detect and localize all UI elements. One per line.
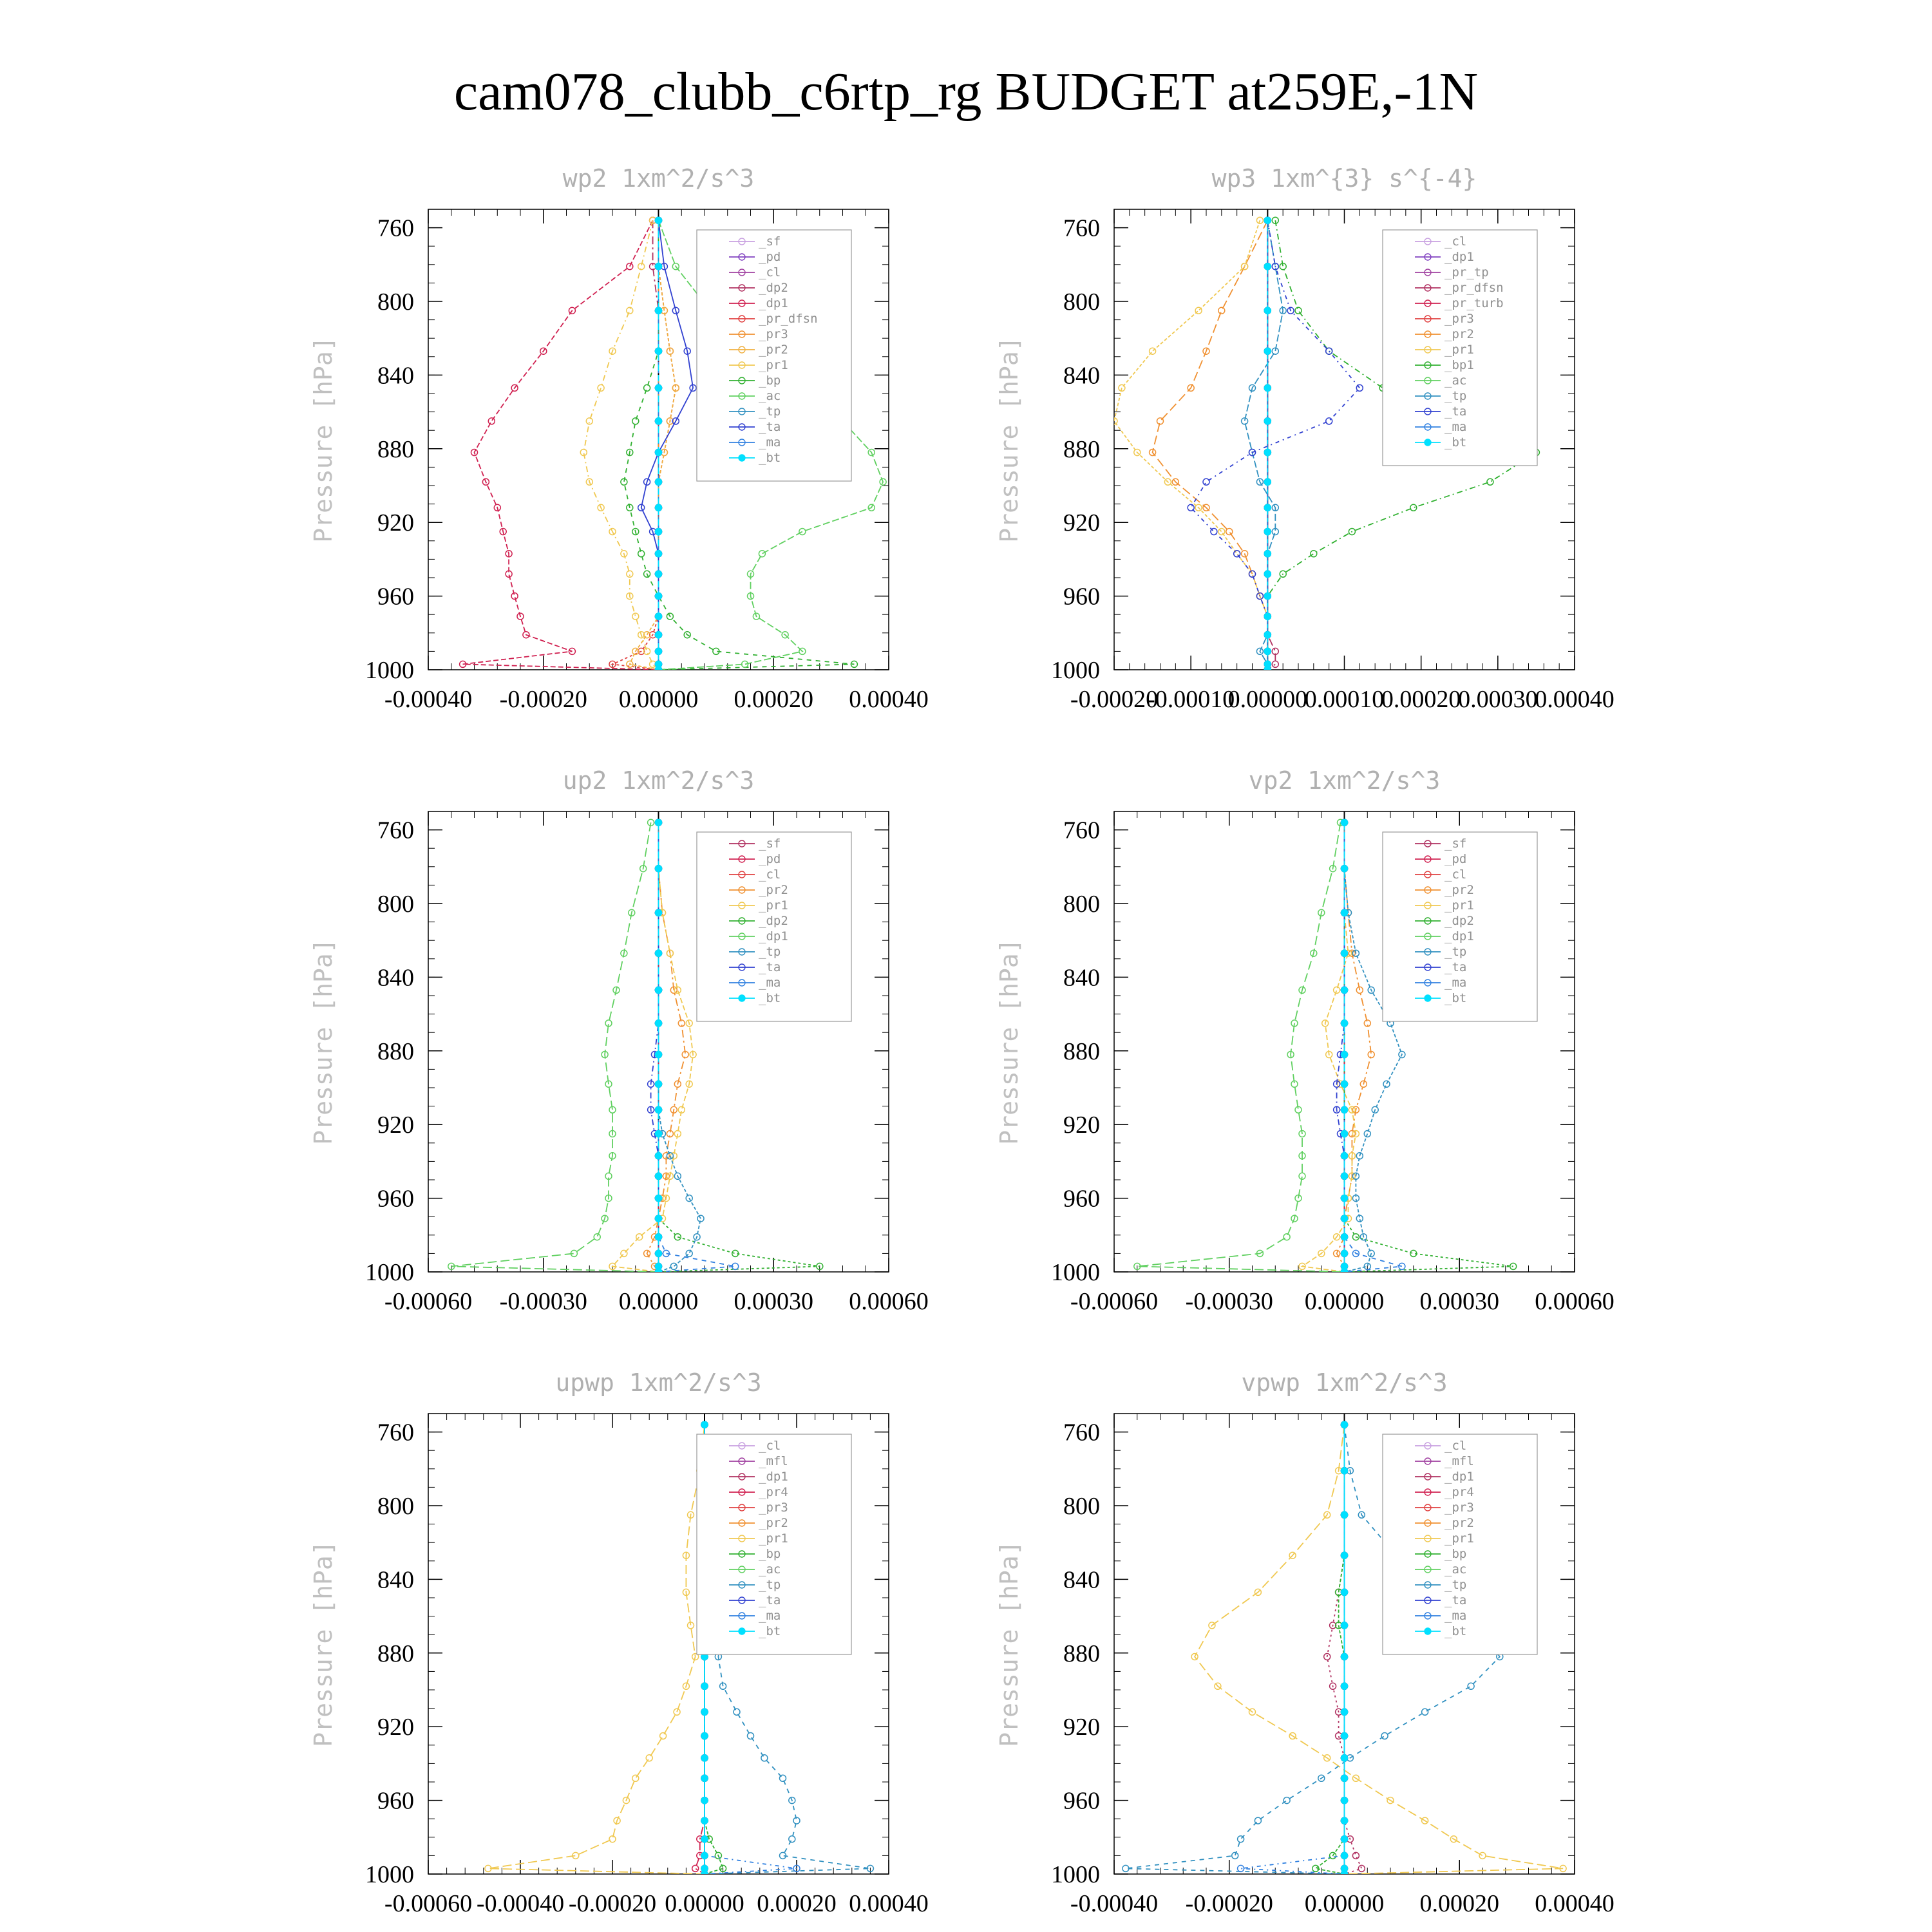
- y-tick-label: 840: [377, 362, 414, 390]
- legend-label: _sf: [759, 837, 781, 851]
- y-tick-label: 1000: [365, 1259, 414, 1286]
- data-point: [1341, 1755, 1348, 1761]
- legend-label: _dp1: [1444, 929, 1474, 943]
- legend: [697, 230, 851, 481]
- data-point: [1264, 632, 1271, 638]
- y-tick-label: 760: [1063, 817, 1100, 844]
- data-point: [656, 648, 662, 654]
- data-point: [1264, 593, 1271, 600]
- data-point: [701, 1683, 708, 1689]
- data-point: [656, 1081, 662, 1087]
- y-tick-label: 800: [1063, 891, 1100, 918]
- legend-label: _pr1: [759, 358, 788, 372]
- panel-title: vp2 1xm^2/s^3: [1248, 766, 1441, 795]
- legend-label: _pr4: [759, 1485, 788, 1499]
- data-point: [1341, 819, 1348, 826]
- data-point: [656, 593, 662, 600]
- x-tick-label: -0.00030: [1185, 1288, 1273, 1315]
- data-point: [1341, 1589, 1348, 1595]
- legend-label: _ta: [1444, 404, 1467, 419]
- legend-label: _bt: [1444, 435, 1467, 450]
- x-tick-label: -0.00030: [499, 1288, 587, 1315]
- data-point: [1341, 1421, 1348, 1428]
- x-tick-label: 0.00040: [1535, 686, 1615, 713]
- data-point: [656, 1215, 662, 1222]
- legend-label: _pr3: [1444, 1501, 1474, 1515]
- data-point: [656, 1173, 662, 1179]
- x-tick-label: -0.00060: [384, 1288, 473, 1315]
- x-tick-label: -0.00040: [476, 1890, 565, 1917]
- legend-label: _pr1: [1444, 343, 1474, 357]
- legend-label: _sf: [1444, 837, 1467, 851]
- data-point: [1264, 613, 1271, 620]
- data-point: [1264, 571, 1271, 577]
- legend-label: _ta: [1444, 960, 1467, 974]
- data-point: [1341, 909, 1348, 916]
- data-point: [1341, 1775, 1348, 1781]
- data-point: [1341, 1215, 1348, 1222]
- y-tick-label: 920: [1063, 509, 1100, 537]
- y-tick-label: 880: [1063, 435, 1100, 463]
- y-tick-label: 920: [377, 509, 414, 537]
- y-tick-label: 960: [1063, 1185, 1100, 1213]
- legend-label: _pr1: [1444, 1531, 1474, 1546]
- data-point: [1341, 950, 1348, 956]
- data-point: [1264, 478, 1271, 485]
- y-tick-label: 880: [377, 1037, 414, 1065]
- x-tick-label: -0.00020: [568, 1890, 657, 1917]
- data-point: [1341, 1081, 1348, 1087]
- legend-label: _mfl: [1444, 1454, 1474, 1468]
- data-point: [1264, 529, 1271, 535]
- legend-label: _ma: [759, 1609, 781, 1623]
- legend-label: _pd: [759, 250, 781, 264]
- y-tick-label: 920: [377, 1714, 414, 1741]
- data-point: [656, 307, 662, 314]
- legend: [1383, 230, 1537, 466]
- data-point: [701, 1852, 708, 1859]
- data-point: [656, 1020, 662, 1027]
- x-tick-label: -0.00020: [1070, 686, 1159, 713]
- x-tick-label: 0.00010: [1304, 686, 1385, 713]
- x-tick-label: 0.00020: [1419, 1890, 1499, 1917]
- data-point: [656, 1234, 662, 1240]
- data-point: [1341, 1817, 1348, 1824]
- legend-label: _pr3: [759, 327, 788, 341]
- data-point: [656, 504, 662, 511]
- legend-marker: [1425, 1628, 1431, 1634]
- data-point: [1264, 418, 1271, 424]
- legend-label: _dp1: [759, 1470, 788, 1484]
- y-tick-label: 960: [377, 1787, 414, 1815]
- y-tick-label: 880: [1063, 1037, 1100, 1065]
- legend-label: _cl: [759, 265, 781, 279]
- data-point: [701, 1421, 708, 1428]
- data-point: [1341, 1552, 1348, 1558]
- y-tick-label: 960: [377, 583, 414, 611]
- legend-label: _dp2: [759, 914, 788, 928]
- legend-label: _ac: [1444, 1562, 1467, 1577]
- figure-title: cam078_clubb_c6rtp_rg BUDGET at259E,-1N: [453, 62, 1479, 122]
- legend-label: _bt: [1444, 991, 1467, 1005]
- legend-label: _pr1: [759, 1531, 788, 1546]
- legend-label: _pr_turb: [1444, 296, 1504, 310]
- y-tick-label: 1000: [365, 657, 414, 684]
- data-point: [701, 1755, 708, 1761]
- data-point: [1264, 348, 1271, 354]
- data-point: [656, 450, 662, 456]
- legend-marker: [739, 995, 745, 1001]
- data-point: [1341, 1106, 1348, 1113]
- panel-title: wp3 1xm^{3} s^{-4}: [1211, 164, 1477, 193]
- x-tick-label: -0.00060: [384, 1890, 473, 1917]
- data-point: [656, 632, 662, 638]
- legend: [1383, 1434, 1537, 1654]
- legend-label: _cl: [1444, 1439, 1467, 1453]
- data-point: [1341, 866, 1348, 872]
- legend-label: _bt: [759, 451, 781, 465]
- legend-label: _ac: [759, 389, 781, 403]
- x-tick-label: 0.00000: [618, 1288, 699, 1315]
- panel-title: up2 1xm^2/s^3: [562, 766, 755, 795]
- data-point: [1341, 1709, 1348, 1715]
- legend-label: _cl: [1444, 234, 1467, 249]
- data-point: [701, 1797, 708, 1804]
- legend-label: _cl: [759, 1439, 781, 1453]
- y-tick-label: 840: [377, 1566, 414, 1594]
- y-tick-label: 840: [1063, 362, 1100, 390]
- legend-label: _tp: [759, 1578, 781, 1592]
- legend-marker: [1425, 995, 1431, 1001]
- data-point: [656, 819, 662, 826]
- data-point: [1341, 1733, 1348, 1739]
- data-point: [656, 384, 662, 391]
- legend-label: _tp: [759, 945, 781, 959]
- data-point: [656, 1131, 662, 1137]
- legend-label: _tp: [759, 404, 781, 419]
- data-point: [656, 1250, 662, 1256]
- x-tick-label: 0.00000: [618, 686, 699, 713]
- legend-label: _cl: [1444, 867, 1467, 882]
- legend-marker: [1425, 439, 1431, 446]
- data-point: [1264, 504, 1271, 511]
- y-tick-label: 960: [1063, 1787, 1100, 1815]
- y-tick-label: 800: [1063, 1493, 1100, 1520]
- x-tick-label: 0.00060: [1535, 1288, 1615, 1315]
- data-point: [1341, 1511, 1348, 1518]
- y-tick-label: 800: [377, 289, 414, 316]
- y-tick-label: 760: [377, 214, 414, 242]
- data-point: [1341, 1020, 1348, 1027]
- panel-title: wp2 1xm^2/s^3: [562, 164, 755, 193]
- data-point: [1264, 263, 1271, 270]
- legend-label: _pd: [1444, 852, 1467, 866]
- legend-label: _pr3: [759, 1501, 788, 1515]
- panel-title: upwp 1xm^2/s^3: [555, 1368, 762, 1397]
- data-point: [656, 1052, 662, 1058]
- legend-label: _pr2: [1444, 327, 1474, 341]
- data-point: [1341, 987, 1348, 993]
- legend-marker: [739, 455, 745, 461]
- legend: [1383, 832, 1537, 1021]
- legend-label: _pr4: [1444, 1485, 1474, 1499]
- data-point: [1341, 1250, 1348, 1256]
- legend-label: _pr_dfsn: [759, 312, 818, 326]
- legend: [697, 1434, 851, 1654]
- legend-label: _ma: [1444, 1609, 1467, 1623]
- legend-label: _dp1: [1444, 250, 1474, 264]
- data-point: [1264, 217, 1271, 223]
- legend-label: _bt: [1444, 1624, 1467, 1638]
- legend-label: _dp1: [759, 929, 788, 943]
- x-tick-label: 0.00030: [1419, 1288, 1499, 1315]
- data-point: [1341, 1622, 1348, 1629]
- legend-label: _cl: [759, 867, 781, 882]
- data-point: [1341, 1468, 1348, 1474]
- data-point: [1341, 1153, 1348, 1159]
- x-tick-label: 0.00000: [1304, 1890, 1385, 1917]
- y-tick-label: 920: [1063, 1714, 1100, 1741]
- legend-label: _sf: [759, 234, 781, 249]
- legend-label: _ma: [759, 435, 781, 450]
- y-tick-label: 880: [377, 435, 414, 463]
- legend-label: _pd: [759, 852, 781, 866]
- y-tick-label: 760: [1063, 214, 1100, 242]
- x-tick-label: 0.00040: [849, 686, 929, 713]
- data-point: [1341, 1052, 1348, 1058]
- y-tick-label: 920: [1063, 1112, 1100, 1139]
- data-point: [656, 987, 662, 993]
- legend-marker: [739, 1628, 745, 1634]
- y-axis-label: Pressure [hPa]: [309, 336, 337, 543]
- legend-label: _ac: [759, 1562, 781, 1577]
- x-tick-label: 0.00060: [849, 1288, 929, 1315]
- data-point: [656, 529, 662, 535]
- y-axis-label: Pressure [hPa]: [995, 336, 1023, 543]
- y-tick-label: 760: [377, 817, 414, 844]
- data-point: [1264, 450, 1271, 456]
- data-point: [701, 1817, 708, 1824]
- legend-label: _bp: [759, 1547, 781, 1561]
- data-point: [656, 950, 662, 956]
- y-tick-label: 800: [377, 891, 414, 918]
- legend-label: _mfl: [759, 1454, 788, 1468]
- y-tick-label: 760: [1063, 1419, 1100, 1446]
- y-axis-label: Pressure [hPa]: [309, 1540, 337, 1747]
- data-point: [656, 1106, 662, 1113]
- data-point: [1341, 1836, 1348, 1842]
- data-point: [1264, 307, 1271, 314]
- legend-label: _ta: [759, 960, 781, 974]
- legend-label: _ac: [1444, 374, 1467, 388]
- legend-label: _pr_tp: [1444, 265, 1489, 279]
- legend-label: _tp: [1444, 945, 1467, 959]
- legend: [697, 832, 851, 1021]
- data-point: [1341, 1852, 1348, 1859]
- data-point: [656, 217, 662, 223]
- data-point: [1341, 1654, 1348, 1660]
- data-point: [656, 348, 662, 354]
- legend-label: _pr2: [759, 343, 788, 357]
- data-point: [656, 478, 662, 485]
- x-tick-label: -0.00010: [1147, 686, 1235, 713]
- legend-label: _ta: [759, 420, 781, 434]
- legend-label: _dp1: [759, 296, 788, 310]
- x-tick-label: 0.00000: [665, 1890, 744, 1917]
- legend-label: _tp: [1444, 1578, 1467, 1592]
- y-axis-label: Pressure [hPa]: [309, 938, 337, 1145]
- data-point: [701, 1836, 708, 1842]
- y-tick-label: 920: [377, 1112, 414, 1139]
- x-tick-label: -0.00020: [1185, 1890, 1273, 1917]
- data-point: [656, 551, 662, 557]
- data-point: [1341, 1234, 1348, 1240]
- y-tick-label: 840: [1063, 1566, 1100, 1594]
- x-tick-label: 0.00020: [1381, 686, 1461, 713]
- y-tick-label: 800: [377, 1493, 414, 1520]
- data-point: [1264, 384, 1271, 391]
- data-point: [656, 571, 662, 577]
- x-tick-label: -0.00060: [1070, 1288, 1159, 1315]
- data-point: [701, 1775, 708, 1781]
- y-tick-label: 880: [377, 1640, 414, 1667]
- x-tick-label: 0.00000: [1304, 1288, 1385, 1315]
- legend-label: _bt: [759, 991, 781, 1005]
- legend-label: _pr2: [759, 1516, 788, 1530]
- data-point: [656, 909, 662, 916]
- legend-label: _ma: [759, 976, 781, 990]
- x-tick-label: -0.00020: [499, 686, 587, 713]
- legend-label: _pr_dfsn: [1444, 281, 1504, 295]
- x-tick-label: 0.00000: [1227, 686, 1308, 713]
- y-tick-label: 1000: [365, 1861, 414, 1888]
- x-tick-label: 0.00020: [757, 1890, 837, 1917]
- x-tick-label: -0.00040: [1070, 1890, 1159, 1917]
- legend-label: _ma: [1444, 420, 1467, 434]
- data-point: [656, 1153, 662, 1159]
- data-point: [1341, 1683, 1348, 1689]
- legend-label: _ta: [1444, 1593, 1467, 1607]
- legend-label: _bp: [1444, 1547, 1467, 1561]
- x-tick-label: 0.00030: [734, 1288, 813, 1315]
- data-point: [656, 866, 662, 872]
- legend-label: _pr2: [759, 883, 788, 897]
- y-tick-label: 800: [1063, 289, 1100, 316]
- y-tick-label: 960: [1063, 583, 1100, 611]
- legend-label: _ta: [759, 1593, 781, 1607]
- y-tick-label: 1000: [1051, 657, 1100, 684]
- y-tick-label: 840: [377, 964, 414, 992]
- x-tick-label: 0.00030: [1458, 686, 1538, 713]
- legend-label: _pr3: [1444, 312, 1474, 326]
- legend-label: _pr1: [759, 898, 788, 913]
- legend-label: _pr1: [1444, 898, 1474, 913]
- x-tick-label: 0.00020: [734, 686, 813, 713]
- data-point: [1341, 1195, 1348, 1202]
- data-point: [1264, 551, 1271, 557]
- data-point: [656, 418, 662, 424]
- legend-label: _pr2: [1444, 883, 1474, 897]
- y-tick-label: 960: [377, 1185, 414, 1213]
- legend-label: _tp: [1444, 389, 1467, 403]
- legend-label: _bt: [759, 1624, 781, 1638]
- data-point: [656, 263, 662, 270]
- legend-label: _dp2: [1444, 914, 1474, 928]
- data-point: [1341, 1173, 1348, 1179]
- legend-label: _pr2: [1444, 1516, 1474, 1530]
- legend-label: _bp1: [1444, 358, 1474, 372]
- data-point: [1264, 648, 1271, 654]
- legend-label: _ma: [1444, 976, 1467, 990]
- data-point: [701, 1733, 708, 1739]
- data-point: [656, 613, 662, 620]
- panel-title: vpwp 1xm^2/s^3: [1241, 1368, 1448, 1397]
- y-axis-label: Pressure [hPa]: [995, 1540, 1023, 1747]
- y-tick-label: 760: [377, 1419, 414, 1446]
- x-tick-label: -0.00040: [384, 686, 473, 713]
- legend-label: _dp2: [759, 281, 788, 295]
- data-point: [701, 1709, 708, 1715]
- y-tick-label: 1000: [1051, 1259, 1100, 1286]
- x-tick-label: 0.00040: [1535, 1890, 1615, 1917]
- data-point: [1341, 1131, 1348, 1137]
- y-axis-label: Pressure [hPa]: [995, 938, 1023, 1145]
- legend-label: _dp1: [1444, 1470, 1474, 1484]
- data-point: [656, 1195, 662, 1202]
- y-tick-label: 880: [1063, 1640, 1100, 1667]
- x-tick-label: 0.00040: [849, 1890, 929, 1917]
- data-point: [1341, 1797, 1348, 1804]
- y-tick-label: 1000: [1051, 1861, 1100, 1888]
- y-tick-label: 840: [1063, 964, 1100, 992]
- legend-label: _bp: [759, 374, 781, 388]
